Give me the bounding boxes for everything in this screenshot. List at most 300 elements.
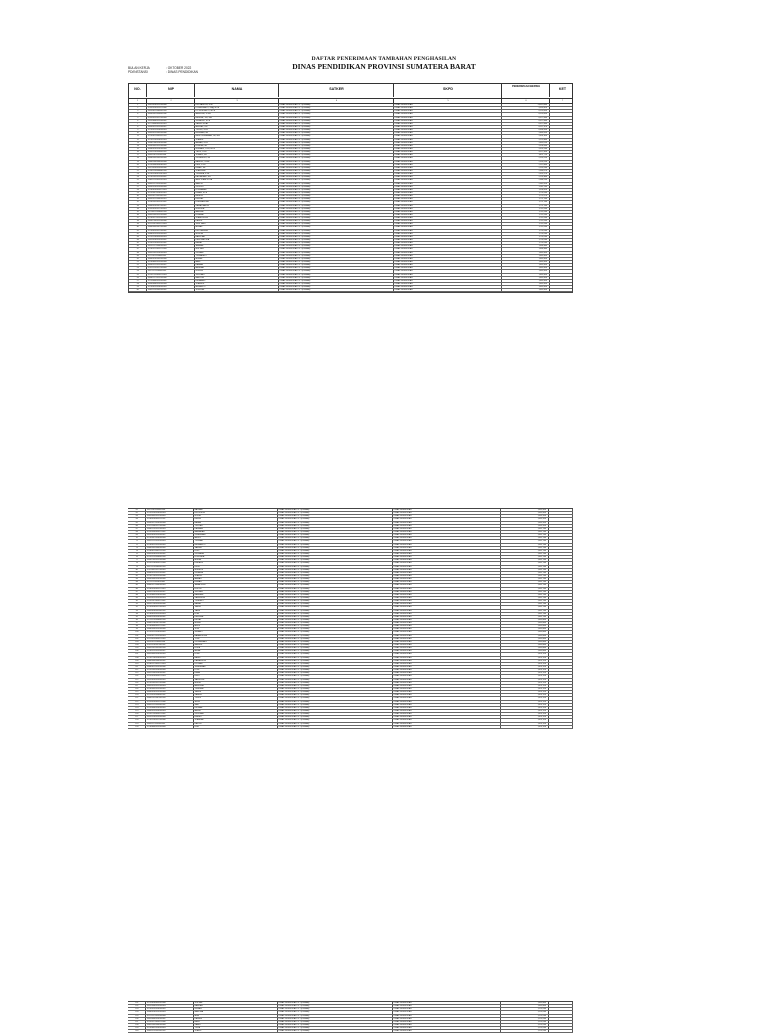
- cell-no: 33: [136, 204, 139, 207]
- cell-jumlah: 1,667,260: [500, 540, 548, 542]
- cell-jumlah: 1,667,260: [500, 575, 548, 577]
- cell-skpd: DINAS PENDIDIKAN: [393, 198, 501, 200]
- cell-skpd: DINAS PENDIDIKAN: [393, 236, 501, 238]
- cell-ket: [549, 208, 572, 210]
- cell-skpd: DINAS PENDIDIKAN: [392, 1005, 500, 1007]
- cell-skpd: DINAS PENDIDIKAN: [393, 264, 501, 266]
- cell-nama: FADLI: [193, 1021, 277, 1023]
- cell-no: 109: [135, 659, 139, 662]
- cell-ket: [548, 603, 573, 605]
- cell-satker: DINAS PENDIDIKAN TK I (DINKAB): [278, 223, 393, 225]
- cell-nama: DASRIL: [194, 220, 278, 222]
- cell-nama: JEFRI: [193, 701, 277, 703]
- cell-no: 120: [135, 694, 139, 697]
- cell-ket: [548, 1015, 573, 1017]
- cell-ket: [549, 214, 572, 216]
- cell-jumlah: 2,926,250: [501, 161, 549, 163]
- cell-nama: HENDRI: [194, 195, 278, 197]
- cell-ket: [549, 148, 572, 150]
- cell-nama: ERNAWATI: [194, 280, 278, 282]
- cell-jumlah: 1,709,260: [501, 230, 549, 232]
- cell-nama: SAFRUDIN: [193, 679, 277, 681]
- cell-ket: [549, 176, 572, 178]
- cell-ket: [548, 594, 573, 596]
- cell-nama: YULIA: [193, 1027, 277, 1029]
- cell-nip: 196802171992031006: [146, 277, 194, 279]
- cell-nip: 197408112002121003: [145, 550, 193, 552]
- cell-nip: 196810151989031006: [146, 132, 194, 134]
- cell-satker: DINAS PENDIDIKAN TK I (DINKAB): [278, 139, 393, 141]
- cell-jumlah: 6,372,000: [501, 120, 549, 122]
- cell-skpd: DINAS PENDIDIKAN: [393, 167, 501, 169]
- cell-skpd: DINAS PENDIDIKAN: [392, 704, 500, 706]
- cell-nama: NASRUL, S.Sos: [194, 161, 278, 163]
- cell-nama: ZAINUL RIZAL: [194, 123, 278, 125]
- cell-skpd: DINAS PENDIDIKAN: [393, 120, 501, 122]
- cell-nama: DARMAN: [193, 528, 277, 530]
- cell-skpd: DINAS PENDIDIKAN: [392, 588, 500, 590]
- cell-satker: DINAS PENDIDIKAN TK I (DINKAB): [278, 157, 393, 159]
- cell-ket: [548, 726, 573, 728]
- meta-row-instansi: [128, 70, 198, 74]
- cell-no: 121: [135, 697, 139, 700]
- cell-nip: 196706241990031005: [145, 679, 193, 681]
- cell-nip: 197101201997031006: [145, 719, 193, 721]
- cell-no: 108: [135, 656, 139, 659]
- cell-no: 32: [136, 201, 139, 204]
- cell-nip: 196809301993031004: [145, 628, 193, 630]
- cell-ket: [548, 591, 573, 593]
- cell-no: 4: [137, 113, 139, 116]
- cell-skpd: DINAS PENDIDIKAN: [393, 277, 501, 279]
- cell-nama: FIRDAUS: [193, 562, 277, 564]
- cell-ket: [548, 1005, 573, 1007]
- cell-ket: [549, 195, 572, 197]
- cell-skpd: DINAS PENDIDIKAN: [393, 107, 501, 109]
- cell-nama: JUFRIZAL: [194, 289, 278, 291]
- cell-satker: DINAS PENDIDIKAN TK I (DINKAB): [277, 723, 392, 725]
- cell-satker: DINAS PENDIDIKAN TK I (DINKAB): [277, 610, 392, 612]
- cell-jumlah: 6,217,470: [501, 126, 549, 128]
- cell-jumlah: 1,667,260: [500, 569, 548, 571]
- cell-nama: BAYHAKI: [193, 509, 277, 511]
- cell-skpd: DINAS PENDIDIKAN: [392, 518, 500, 520]
- cell-no: 35: [136, 210, 139, 213]
- cell-nip: 196602281987031006: [145, 622, 193, 624]
- cell-nama: RATNA SARI, S.E: [194, 176, 278, 178]
- cell-nama: NURLELA: [194, 208, 278, 210]
- cell-satker: DINAS PENDIDIKAN TK I (DINKAB): [277, 672, 392, 674]
- cell-nama: ROSLINDA: [193, 556, 277, 558]
- cell-nama: IRFAN: [193, 672, 277, 674]
- meta-value: : OKTOBER 2022: [166, 66, 192, 70]
- cell-nama: FAISAL: [194, 242, 278, 244]
- cell-skpd: DINAS PENDIDIKAN: [392, 650, 500, 652]
- cell-jumlah: 1,599,260: [500, 1018, 548, 1020]
- cell-satker: DINAS PENDIDIKAN TK I (DINKAB): [278, 161, 393, 163]
- column-header-no: NO.: [134, 87, 141, 91]
- cell-nama: ZAHRUL: [193, 694, 277, 696]
- column-header-skpd: SKPD: [393, 84, 502, 97]
- cell-ket: [549, 217, 572, 219]
- cell-no: 12: [136, 138, 139, 141]
- cell-ket: [548, 704, 573, 706]
- cell-ket: [549, 164, 572, 166]
- cell-nama: SAMSIR: [193, 547, 277, 549]
- cell-ket: [548, 528, 573, 530]
- cell-nip: 197409122002121004: [146, 248, 194, 250]
- cell-nip: 196905221991031007: [146, 264, 194, 266]
- cell-satker: DINAS PENDIDIKAN TK I (DINKAB): [277, 653, 392, 655]
- cell-ket: [548, 553, 573, 555]
- cell-satker: DINAS PENDIDIKAN TK I (DINKAB): [277, 1030, 392, 1032]
- cell-nip: 196910091994031005: [145, 653, 193, 655]
- cell-skpd: DINAS PENDIDIKAN: [392, 713, 500, 715]
- cell-ket: [549, 264, 572, 266]
- cell-jumlah: 1,660,890: [500, 631, 548, 633]
- cell-satker: DINAS PENDIDIKAN TK I (DINKAB): [278, 264, 393, 266]
- cell-nama: ADRIANTO: [194, 286, 278, 288]
- cell-skpd: DINAS PENDIDIKAN: [392, 613, 500, 615]
- cell-nama: YASRI: [193, 610, 277, 612]
- cell-no: 116: [135, 681, 139, 684]
- cell-no: 57: [136, 279, 139, 282]
- cell-ket: [548, 619, 573, 621]
- cell-ket: [548, 701, 573, 703]
- cell-no: 110: [135, 662, 139, 665]
- cell-no: 90: [135, 600, 138, 603]
- cell-nip: 196909041994031004: [145, 578, 193, 580]
- cell-nama: HARIS: [193, 657, 277, 659]
- cell-no: 73: [135, 546, 138, 549]
- cell-satker: DINAS PENDIDIKAN TK I (DINKAB): [277, 540, 392, 542]
- cell-no: 124: [135, 706, 139, 709]
- cell-ket: [548, 544, 573, 546]
- cell-ket: [549, 173, 572, 175]
- cell-ket: [548, 660, 573, 662]
- cell-ket: [548, 613, 573, 615]
- cell-no: 118: [135, 688, 139, 691]
- cell-satker: DINAS PENDIDIKAN TK I (DINKAB): [278, 198, 393, 200]
- cell-ket: [548, 713, 573, 715]
- cell-no: 41: [136, 229, 139, 232]
- cell-nip: 196704111989031004: [145, 641, 193, 643]
- cell-nama: SYAIFUL: [193, 575, 277, 577]
- cell-no: 114: [135, 675, 139, 678]
- cell-skpd: DINAS PENDIDIKAN: [393, 161, 501, 163]
- cell-skpd: DINAS PENDIDIKAN: [392, 591, 500, 593]
- cell-skpd: DINAS PENDIDIKAN: [393, 170, 501, 172]
- cell-skpd: DINAS PENDIDIKAN: [393, 192, 501, 194]
- cell-satker: DINAS PENDIDIKAN TK I (DINKAB): [277, 1008, 392, 1010]
- cell-ket: [549, 252, 572, 254]
- cell-ket: [548, 644, 573, 646]
- cell-nama: SUPRIADI: [194, 274, 278, 276]
- cell-nama: DEDI, S.Pd: [194, 164, 278, 166]
- cell-ket: [548, 697, 573, 699]
- cell-ket: [549, 123, 572, 125]
- cell-ket: [548, 534, 573, 536]
- cell-ket: [549, 132, 572, 134]
- cell-skpd: DINAS PENDIDIKAN: [393, 189, 501, 191]
- cell-no: 128: [135, 719, 139, 722]
- cell-no: 84: [135, 581, 138, 584]
- cell-ket: [549, 129, 572, 131]
- cell-nama: LENI: [193, 726, 277, 728]
- cell-nama: ROMI: [193, 653, 277, 655]
- cell-jumlah: 1,651,320: [500, 669, 548, 671]
- cell-nip: 197012131997032004: [146, 267, 194, 269]
- cell-skpd: DINAS PENDIDIKAN: [392, 584, 500, 586]
- cell-jumlah: 1,667,260: [500, 613, 548, 615]
- cell-nip: 197304171999031003: [146, 217, 194, 219]
- cell-nama: HERI KURNIAWAN, SE, MM: [194, 135, 278, 137]
- cell-no: 29: [136, 191, 139, 194]
- cell-nama: DEFRIZAL: [193, 616, 277, 618]
- cell-ket: [548, 1018, 573, 1020]
- cell-no: 13: [136, 141, 139, 144]
- cell-nip: 196710201990031006: [146, 167, 194, 169]
- cell-skpd: DINAS PENDIDIKAN: [392, 562, 500, 564]
- cell-skpd: DINAS PENDIDIKAN: [393, 113, 501, 115]
- cell-nip: 196811251992031005: [145, 1030, 193, 1032]
- cell-satker: DINAS PENDIDIKAN TK I (DINKAB): [278, 151, 393, 153]
- cell-jumlah: 1,660,890: [500, 647, 548, 649]
- cell-nama: RAHMAT: [194, 264, 278, 266]
- cell-nip: 196909131994031003: [145, 710, 193, 712]
- cell-jumlah: 1,685,650: [501, 264, 549, 266]
- cell-nip: 196711291989031003: [145, 566, 193, 568]
- cell-nip: 197204081998031005: [145, 707, 193, 709]
- cell-jumlah: 1,682,450: [500, 525, 548, 527]
- cell-ket: [549, 211, 572, 213]
- cell-skpd: DINAS PENDIDIKAN: [392, 707, 500, 709]
- cell-nip: 197502182003121004: [145, 562, 193, 564]
- cell-no: 129: [135, 722, 139, 725]
- cell-skpd: DINAS PENDIDIKAN: [392, 631, 500, 633]
- cell-jumlah: 1,651,320: [500, 666, 548, 668]
- cell-no: 82: [135, 574, 138, 577]
- cell-nip: 196811171992031002: [145, 723, 193, 725]
- cell-no: 125: [135, 710, 139, 712]
- cell-nip: 196805031989031004: [146, 157, 194, 159]
- cell-skpd: DINAS PENDIDIKAN: [393, 183, 501, 185]
- cell-no: 64: [135, 518, 138, 521]
- cell-no: 48: [136, 251, 139, 254]
- cell-nama: BAKHTIAR: [194, 236, 278, 238]
- cell-skpd: DINAS PENDIDIKAN: [392, 559, 500, 561]
- cell-jumlah: 1,599,260: [500, 1030, 548, 1032]
- cell-satker: DINAS PENDIDIKAN TK I (DINKAB): [277, 704, 392, 706]
- cell-skpd: DINAS PENDIDIKAN: [392, 723, 500, 725]
- cell-jumlah: 1,660,890: [500, 619, 548, 621]
- cell-no: 40: [136, 226, 139, 229]
- cell-nip: 196807081994031006: [146, 142, 194, 144]
- cell-no: 140: [135, 1030, 139, 1033]
- cell-no: 83: [135, 578, 138, 581]
- cell-ket: [548, 531, 573, 533]
- cell-no: 21: [136, 166, 139, 169]
- document-title: DAFTAR PENERIMAAN TAMBAHAN PENGHASILAN: [311, 56, 457, 62]
- cell-jumlah: 2,011,190: [501, 186, 549, 188]
- cell-jumlah: 1,660,890: [500, 1005, 548, 1007]
- document-subtitle: DINAS PENDIDIKAN PROVINSI SUMATERA BARAT: [292, 62, 476, 71]
- cell-no: 81: [135, 571, 138, 574]
- cell-nip: 197103071998031004: [145, 537, 193, 539]
- cell-ket: [548, 509, 573, 511]
- cell-ket: [548, 635, 573, 637]
- cell-nip: 196810281993031002: [145, 553, 193, 555]
- cell-no: 123: [135, 703, 139, 706]
- cell-nama: IDRIS: [193, 566, 277, 568]
- cell-nip: 197509302003122002: [145, 531, 193, 533]
- cell-satker: DINAS PENDIDIKAN TK I (DINKAB): [278, 129, 393, 131]
- cell-skpd: DINAS PENDIDIKAN: [392, 606, 500, 608]
- cell-nama: SYAHRUDDIN: [194, 217, 278, 219]
- cell-nip: 196811081992031005: [145, 610, 193, 612]
- cell-skpd: DINAS PENDIDIKAN: [392, 694, 500, 696]
- cell-ket: [548, 569, 573, 571]
- cell-satker: DINAS PENDIDIKAN TK I (DINKAB): [277, 594, 392, 596]
- cell-ket: [548, 537, 573, 539]
- cell-nip: 197410142002121006: [145, 701, 193, 703]
- cell-jumlah: 1,667,260: [500, 528, 548, 530]
- cell-nama: MARZUKI: [194, 277, 278, 279]
- cell-satker: DINAS PENDIDIKAN TK I (DINKAB): [278, 217, 393, 219]
- cell-skpd: DINAS PENDIDIKAN: [393, 164, 501, 166]
- cell-nama: ELFITRI: [193, 588, 277, 590]
- cell-satker: DINAS PENDIDIKAN TK I (DINKAB): [277, 638, 392, 640]
- cell-no: 9: [137, 129, 139, 132]
- cell-nama: SYAMSUL: [194, 283, 278, 285]
- cell-ket: [548, 547, 573, 549]
- cell-skpd: DINAS PENDIDIKAN: [392, 697, 500, 699]
- cell-ket: [548, 1021, 573, 1023]
- cell-satker: DINAS PENDIDIKAN TK I (DINKAB): [277, 531, 392, 533]
- cell-jumlah: 1,685,650: [501, 286, 549, 288]
- cell-ket: [549, 274, 572, 276]
- cell-nama: JASMAN: [194, 245, 278, 247]
- cell-nama: YULIZAR: [193, 525, 277, 527]
- cell-skpd: DINAS PENDIDIKAN: [392, 669, 500, 671]
- cell-no: 130: [135, 725, 139, 728]
- cell-nip: 197001161994032005: [146, 151, 194, 153]
- cell-skpd: DINAS PENDIDIKAN: [393, 261, 501, 263]
- cell-jumlah: 1,685,650: [501, 277, 549, 279]
- cell-ket: [549, 248, 572, 250]
- cell-ket: [548, 540, 573, 542]
- cell-skpd: DINAS PENDIDIKAN: [392, 1024, 500, 1026]
- cell-no: 20: [136, 163, 139, 166]
- cell-nip: 196910181993032002: [146, 239, 194, 241]
- cell-ket: [548, 578, 573, 580]
- cell-skpd: DINAS PENDIDIKAN: [392, 572, 500, 574]
- cell-jumlah: 1,667,260: [500, 581, 548, 583]
- cell-no: 112: [135, 669, 139, 672]
- cell-jumlah: 1,745,200: [501, 226, 549, 228]
- cell-jumlah: 2,926,250: [501, 157, 549, 159]
- cell-no: 63: [135, 515, 138, 518]
- cell-satker: DINAS PENDIDIKAN TK I (DINKAB): [277, 1015, 392, 1017]
- cell-ket: [548, 657, 573, 659]
- cell-ket: [548, 631, 573, 633]
- cell-satker: DINAS PENDIDIKAN TK I (DINKAB): [278, 233, 393, 235]
- cell-nip: 196910061994031002: [145, 1018, 193, 1020]
- cell-no: 55: [136, 273, 139, 276]
- cell-satker: DINAS PENDIDIKAN TK I (DINKAB): [277, 682, 392, 684]
- cell-jumlah: 1,667,260: [500, 616, 548, 618]
- cell-skpd: DINAS PENDIDIKAN: [392, 534, 500, 536]
- cell-no: 113: [135, 672, 139, 675]
- cell-ket: [548, 675, 573, 677]
- cell-skpd: DINAS PENDIDIKAN: [392, 625, 500, 627]
- cell-nip: 196809131993031005: [146, 233, 194, 235]
- cell-no: 49: [136, 254, 139, 257]
- cell-jumlah: 1,793,200: [501, 192, 549, 194]
- cell-nip: 196612091988031004: [145, 1024, 193, 1026]
- cell-jumlah: 1,651,320: [500, 682, 548, 684]
- meta-label: BULAN KERJA: [128, 66, 150, 70]
- cell-skpd: DINAS PENDIDIKAN: [393, 123, 501, 125]
- cell-no: 75: [135, 552, 138, 555]
- cell-nama: AZWAR: [194, 226, 278, 228]
- cell-ket: [548, 572, 573, 574]
- cell-jumlah: 1,651,320: [500, 726, 548, 728]
- cell-satker: DINAS PENDIDIKAN TK I (DINKAB): [277, 726, 392, 728]
- cell-jumlah: 1,599,260: [500, 1011, 548, 1013]
- cell-skpd: DINAS PENDIDIKAN: [392, 1027, 500, 1029]
- cell-nip: 197406082002121002: [145, 625, 193, 627]
- cell-satker: DINAS PENDIDIKAN TK I (DINKAB): [277, 518, 392, 520]
- cell-ket: [549, 270, 572, 272]
- column-index: 4: [278, 99, 394, 103]
- cell-satker: DINAS PENDIDIKAN TK I (DINKAB): [277, 512, 392, 514]
- cell-satker: DINAS PENDIDIKAN TK I (DINKAB): [278, 280, 393, 282]
- cell-nip: 196912121993032003: [145, 540, 193, 542]
- cell-ket: [549, 157, 572, 159]
- cell-satker: DINAS PENDIDIKAN TK I (DINKAB): [278, 283, 393, 285]
- cell-ket: [548, 638, 573, 640]
- cell-satker: DINAS PENDIDIKAN TK I (DINKAB): [277, 675, 392, 677]
- cell-jumlah: 1,709,260: [501, 239, 549, 241]
- cell-ket: [548, 584, 573, 586]
- cell-nip: 197507292003121002: [145, 713, 193, 715]
- cell-nama: RIKO ANDIKA: [194, 230, 278, 232]
- cell-nama: ZAINUDDIN: [193, 597, 277, 599]
- cell-nip: 196711211989031005: [146, 270, 194, 272]
- cell-no: 92: [135, 606, 138, 609]
- cell-nama: DEWI SARTIKA: [194, 239, 278, 241]
- cell-jumlah: 6,372,000: [501, 123, 549, 125]
- cell-jumlah: 1,651,320: [500, 723, 548, 725]
- cell-nama: MASRUL: [193, 644, 277, 646]
- cell-no: 70: [135, 537, 138, 540]
- cell-nip: 197503062006041005: [146, 164, 194, 166]
- cell-no: 127: [135, 716, 139, 719]
- cell-ket: [549, 255, 572, 257]
- cell-no: 50: [136, 257, 139, 260]
- cell-ket: [549, 142, 572, 144]
- cell-jumlah: 1,745,200: [501, 217, 549, 219]
- cell-jumlah: 1,667,260: [500, 562, 548, 564]
- cell-skpd: DINAS PENDIDIKAN: [392, 716, 500, 718]
- cell-ket: [548, 1002, 573, 1004]
- cell-jumlah: 1,651,320: [500, 653, 548, 655]
- cell-nip: 197102051997032006: [145, 682, 193, 684]
- cell-jumlah: 1,651,320: [500, 672, 548, 674]
- cell-skpd: DINAS PENDIDIKAN: [393, 289, 501, 291]
- cell-nip: 197010021997031005: [145, 569, 193, 571]
